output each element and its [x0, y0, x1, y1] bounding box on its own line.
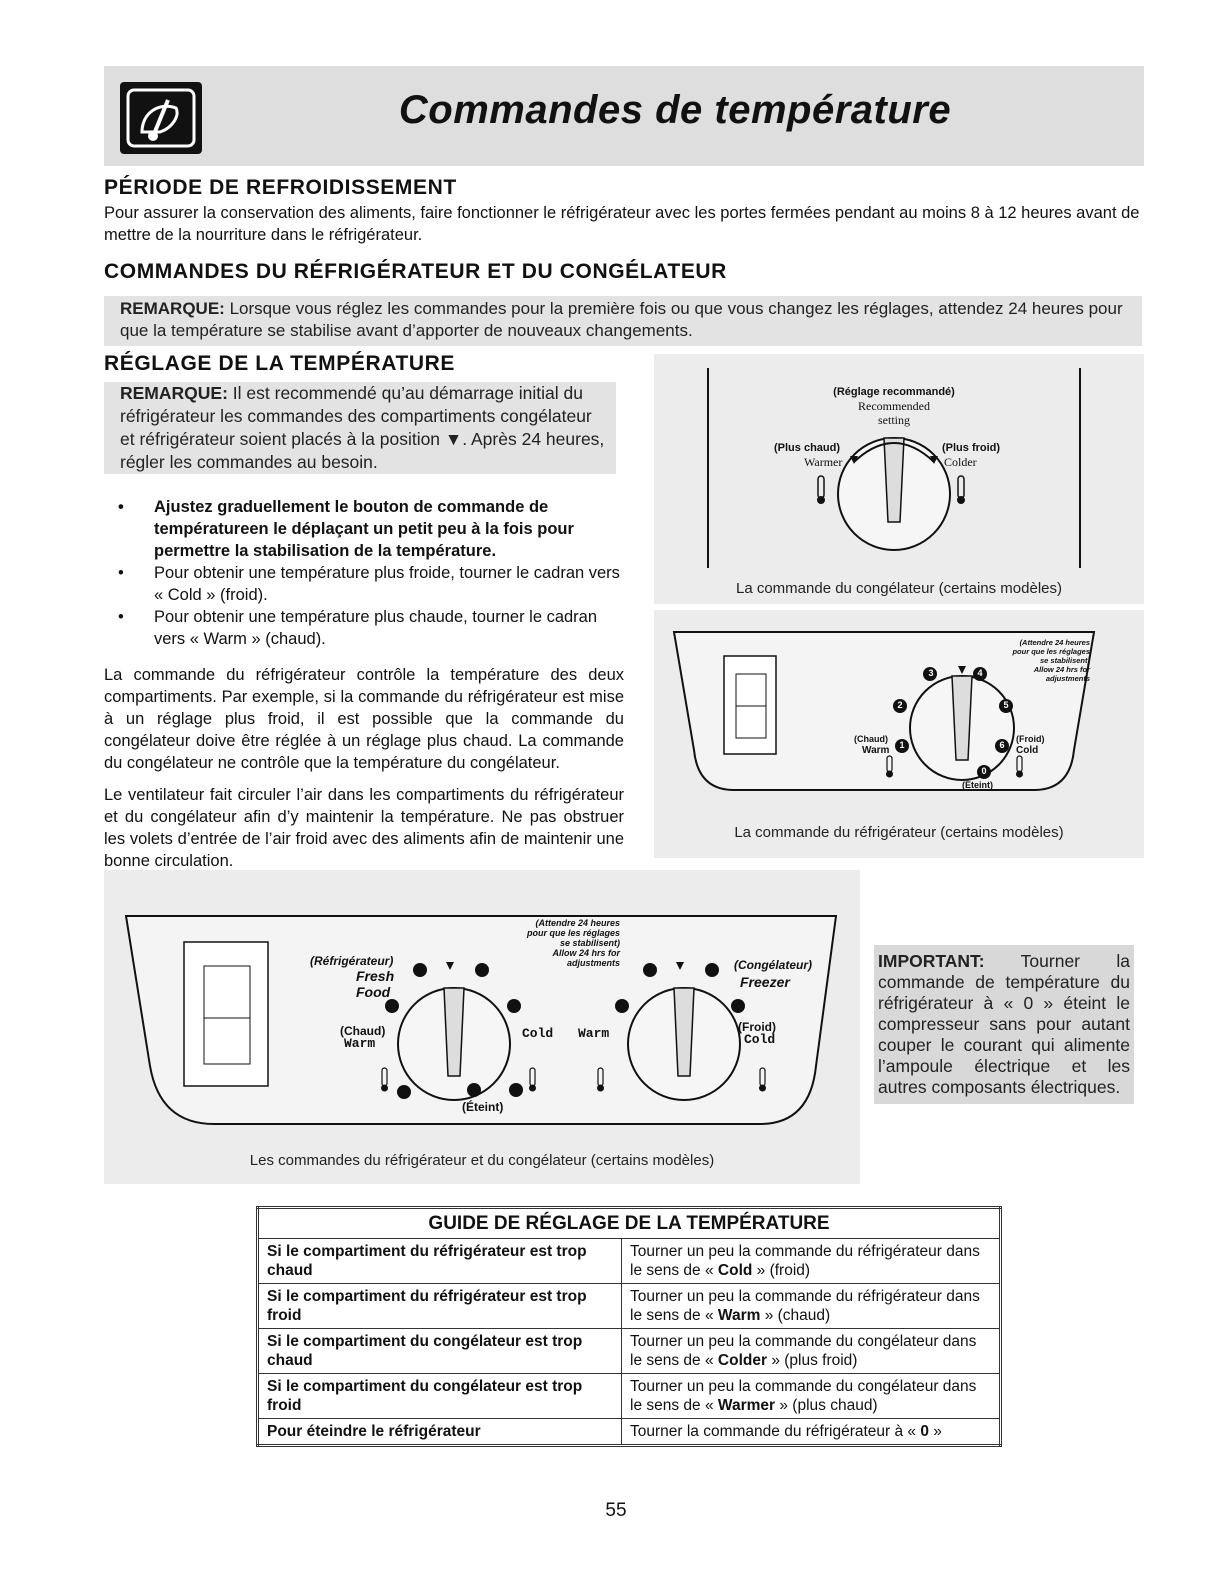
- warm-fr: (Chaud): [340, 1024, 386, 1038]
- note-label: REMARQUE:: [120, 383, 228, 403]
- table-row: [258, 1329, 1001, 1374]
- recommended-fr: (Réglage recommandé): [833, 386, 955, 398]
- list-item: • Pour obtenir une température plus froide, tourner le cadran vers « Cold » (froid).: [118, 562, 626, 606]
- table-row: [258, 1239, 1001, 1284]
- important-text: Tourner la commande de température du réfrigérateur à « 0 » éteint le compresseur sans pour autant couper le courant qui alimente l’ampoule électrique et les autres composants électriques.: [878, 951, 1130, 1097]
- page-title: Commandes de température: [398, 88, 952, 132]
- action-cell: Tourner un peu la commande du congélateur dans le sens de « Colder » (plus froid): [622, 1329, 1001, 1374]
- warm-fr: (Chaud): [854, 734, 888, 744]
- dial-number: 1: [899, 740, 905, 750]
- section-heading-controls: COMMANDES DU RÉFRIGÉRATEUR ET DU CONGÉLATEUR: [104, 260, 727, 283]
- list-item: • Ajustez graduellement le bouton de commande de températureen le déplaçant un petit peu à la fois pour permettre la stabilisation de la température.: [118, 496, 626, 562]
- condition-cell: Si le compartiment du congélateur est trop chaud: [258, 1329, 622, 1374]
- fresh-label: Fresh: [356, 968, 395, 984]
- fridge-caption: La commande du réfrigérateur (certains modèles): [734, 824, 1064, 841]
- combined-caption: Les commandes du réfrigérateur et du congélateur (certains modèles): [249, 1152, 715, 1169]
- food-label: Food: [356, 984, 391, 1000]
- table-row: [258, 1419, 1001, 1446]
- table-row: [258, 1284, 1001, 1329]
- cooling-paragraph: Pour assurer la conservation des aliments, faire fonctionner le réfrigérateur avec les portes fermées pendant au moins 8 à 12 heures avant de mettre de la nourriture dans le réfrigérateur.: [104, 204, 1140, 244]
- freezer-label-en: Freezer: [740, 974, 790, 990]
- list-item: • Pour obtenir une température plus chaude, tourner le cadran vers « Warm » (chaud).: [118, 606, 626, 650]
- setting-en: setting: [878, 413, 910, 427]
- wait-note: (Attendre 24 heures pour que les réglages se stabilisent) Allow 24 hrs for adjustments: [1012, 638, 1090, 683]
- cold-en: Cold: [1016, 745, 1039, 756]
- freezer-control-figure: [654, 354, 1144, 604]
- combined-controls-figure: [104, 870, 860, 1184]
- off-label: (Éteint): [962, 780, 993, 790]
- guide-title: GUIDE DE RÉGLAGE DE LA TEMPÉRATURE: [258, 1208, 1001, 1239]
- warm-en: Warm: [344, 1036, 376, 1051]
- fridge-label-fr: (Réfrigérateur): [310, 954, 394, 968]
- paragraph-fan: Le ventilateur fait circuler l’air dans les compartiments du réfrigérateur et du congélateur afin d’y maintenir la température. Ne pas obstruer les volets d’entrée de l’air froid avec des aliments afin de maintenir une bonne circulation.: [104, 786, 624, 870]
- recommended-en: Recommended: [858, 399, 930, 413]
- condition-cell: Pour éteindre le réfrigérateur: [258, 1419, 622, 1446]
- dial-number: 5: [1003, 700, 1009, 710]
- down-triangle-icon: ▼: [444, 429, 463, 449]
- condition-cell: Si le compartiment du réfrigérateur est trop chaud: [258, 1239, 622, 1284]
- adjustment-list: [118, 496, 626, 650]
- note-box-controls: [104, 296, 1142, 346]
- section-heading-setting: RÉGLAGE DE LA TEMPÉRATURE: [104, 352, 456, 375]
- section-heading-cooling: PÉRIODE DE REFROIDISSEMENT: [104, 176, 457, 199]
- action-cell: Tourner un peu la commande du réfrigérateur dans le sens de « Warm » (chaud): [622, 1284, 1001, 1329]
- note-text: Il est recommendé qu’au démarrage initial du réfrigérateur les commandes des compartiments congélateur et réfrigérateur soient placés à la position: [120, 383, 592, 449]
- paragraph-control: La commande du réfrigérateur contrôle la température des deux compartiments. Par exemple, si la commande du réfrigérateur est mise à un réglage plus froid, il est possible que la commande du congélateur doive être réglée à un réglage plus chaud. La commande du congélateur ne contrôle que la température du congélateur.: [104, 666, 624, 772]
- dial-number: 2: [897, 700, 903, 710]
- table-row: [258, 1374, 1001, 1419]
- condition-cell: Si le compartiment du congélateur est trop froid: [258, 1374, 622, 1419]
- note-text: Lorsque vous réglez les commandes pour la première fois ou que vous changez les réglages, attendez 24 heures pour que la température se stabilise avant d’apporter de nouveaux changements.: [120, 299, 1123, 340]
- action-cell: Tourner un peu la commande du congélateur dans le sens de « Warmer » (plus chaud): [622, 1374, 1001, 1419]
- thermometer-hand-icon: [120, 82, 202, 154]
- warmer-fr: (Plus chaud): [774, 442, 841, 454]
- page-number: 55: [605, 1500, 627, 1521]
- warm-en-freezer: Warm: [578, 1026, 610, 1041]
- off-label: (Éteint): [462, 1100, 504, 1114]
- colder-en: Colder: [944, 455, 977, 469]
- note-box-setting: [104, 382, 616, 474]
- warm-en: Warm: [862, 745, 890, 756]
- fridge-control-figure: [654, 610, 1144, 858]
- cold-en: Cold: [522, 1026, 554, 1041]
- warmer-en: Warmer: [804, 455, 843, 469]
- action-cell: Tourner la commande du réfrigérateur à « 0 »: [622, 1419, 1001, 1446]
- note-text-end: . Après 24 heures, régler les commandes au besoin.: [120, 429, 605, 472]
- cold-en-freezer: Cold: [744, 1032, 776, 1047]
- colder-fr: (Plus froid): [942, 442, 1001, 454]
- important-box: [874, 945, 1134, 1104]
- cold-fr: (Froid): [1016, 734, 1045, 744]
- note-label: REMARQUE:: [120, 299, 225, 318]
- freezer-label-fr: (Congélateur): [734, 958, 812, 972]
- dial-number: 4: [977, 668, 983, 678]
- dial-number: 6: [999, 740, 1005, 750]
- temperature-guide: [256, 1206, 1002, 1447]
- cold-fr: (Froid): [738, 1020, 776, 1034]
- dial-number: 3: [928, 668, 934, 678]
- wait-note: (Attendre 24 heures pour que les réglages se stabilisent) Allow 24 hrs for adjustments: [526, 918, 620, 968]
- freezer-caption: La commande du congélateur (certains modèles): [735, 580, 1062, 597]
- action-cell: Tourner un peu la commande du réfrigérateur dans le sens de « Cold » (froid): [622, 1239, 1001, 1284]
- dial-number: 0: [981, 766, 987, 776]
- condition-cell: Si le compartiment du réfrigérateur est trop froid: [258, 1284, 622, 1329]
- important-label: IMPORTANT:: [878, 951, 985, 971]
